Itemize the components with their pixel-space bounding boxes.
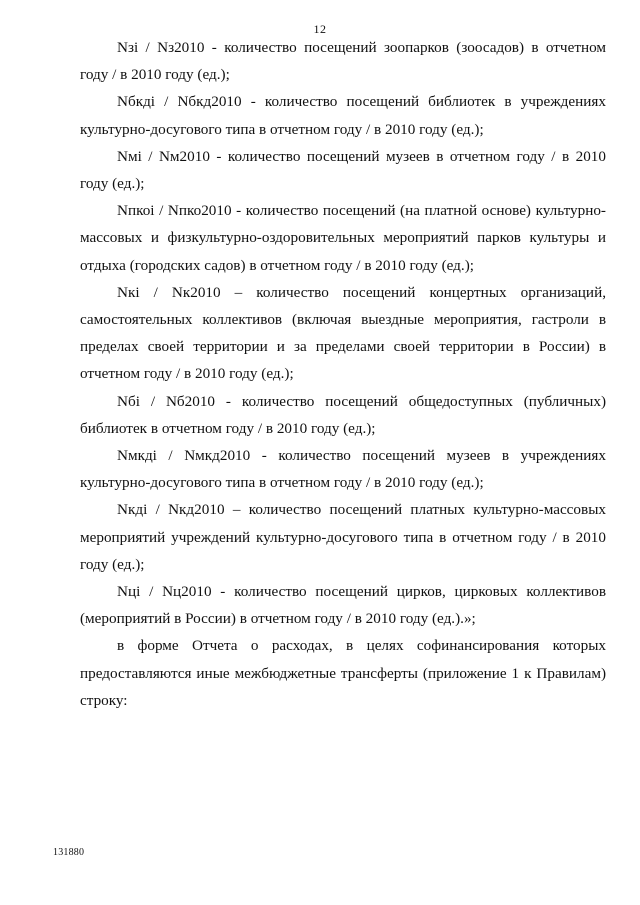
paragraph-expense-report: в форме Отчета о расходах, в целях софинансирования которых предоставляются иные межбюджетные трансферты (приложение 1 к Правилам) строку:	[80, 637, 606, 709]
paragraph-museum-visits: Nмi / Nм2010 - количество посещений музеев в отчетном году / в 2010 году (ед.);	[80, 147, 606, 193]
paragraph-cultural-museum-visits: Nмкдi / Nмкд2010 - количество посещений музеев в учреждениях культурно-досугового типа в отчетном году / в 2010 году (ед.);	[80, 447, 606, 492]
page-number: 12	[313, 22, 327, 36]
paragraph-circus-visits: Nцi / Nц2010 - количество посещений цирков, цирковых коллективов (мероприятий в России) в отчетном году / в 2010 году (ед.).»;	[80, 583, 606, 628]
document-code: 131880	[53, 847, 85, 858]
document-body	[80, 34, 606, 714]
paragraph-zoo-visits: Nзi / Nз2010 - количество посещений зоопарков (зоосадов) в отчетном году / в 2010 году (ед.);	[80, 39, 606, 84]
paragraph-paid-event-visits: Nкдi / Nкд2010 – количество посещений платных культурно-массовых мероприятий учреждений культурно-досугового типа в отчетном году / в 2010 году (ед.);	[80, 501, 606, 573]
paragraph-park-visits: Nпкоi / Nпко2010 - количество посещений (на платной основе) культурно-массовых и физкультурно-оздоровительных мероприятий парков культуры и отдыха (городских садов) в отчетном году / в 2010 году (ед.);	[80, 202, 606, 274]
paragraph-public-library-visits: Nбi / Nб2010 - количество посещений общедоступных (публичных) библиотек в отчетном году / в 2010 году (ед.);	[80, 392, 606, 437]
paragraph-cultural-library-visits: Nбкдi / Nбкд2010 - количество посещений библиотек в учреждениях культурно-досугового типа в отчетном году / в 2010 году (ед.);	[80, 93, 606, 138]
paragraph-concert-visits: Nкi / Nк2010 – количество посещений концертных организаций, самостоятельных коллективов (включая выездные мероприятия, гастроли в пределах своей территории и за пределами своей территории в России) в отчетном году / в 2010 году (ед.);	[80, 283, 606, 383]
